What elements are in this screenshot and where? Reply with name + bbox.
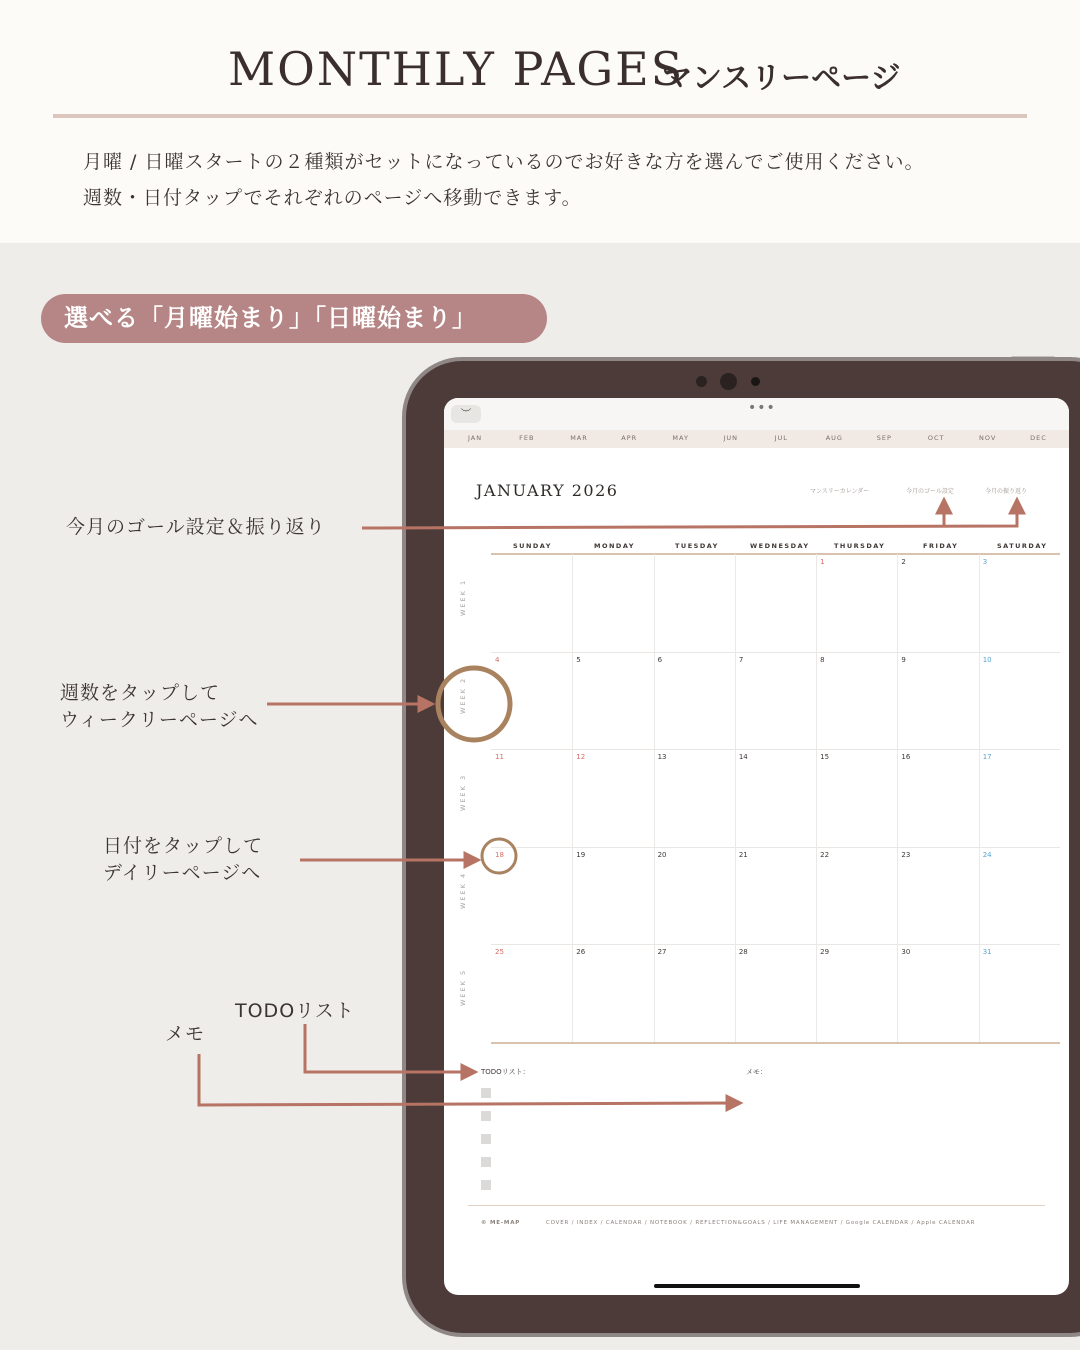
link-reflection[interactable]: 今月の振り返り xyxy=(985,488,1028,495)
title-divider xyxy=(53,114,1027,118)
month-tab-jun[interactable]: JUN xyxy=(723,434,739,442)
annotation-week-line1: 週数をタップして xyxy=(60,682,221,704)
column-divider xyxy=(572,554,573,1042)
annotation-todo: TODOリスト xyxy=(235,1000,355,1022)
flash-icon xyxy=(751,377,760,386)
month-tab-jan[interactable]: JAN xyxy=(468,434,483,442)
month-tab-may[interactable]: MAY xyxy=(672,434,689,442)
link-goal-setting[interactable]: 今月のゴール設定 xyxy=(906,488,954,495)
day-header-friday: FRIDAY xyxy=(923,542,959,550)
month-tab-mar[interactable]: MAR xyxy=(570,434,588,442)
month-tab-feb[interactable]: FEB xyxy=(519,434,535,442)
column-divider xyxy=(897,554,898,1042)
date-cell-12[interactable]: 12 xyxy=(576,753,586,762)
date-cell-16[interactable]: 16 xyxy=(901,753,911,762)
more-dots-icon[interactable]: ••• xyxy=(748,400,776,416)
date-cell-29[interactable]: 29 xyxy=(820,948,830,957)
row-divider xyxy=(491,749,1060,750)
date-cell-26[interactable]: 26 xyxy=(576,948,586,957)
date-cell-14[interactable]: 14 xyxy=(738,753,748,762)
link-monthly-calendar[interactable]: マンスリーカレンダー xyxy=(810,488,870,495)
date-cell-5[interactable]: 5 xyxy=(576,655,581,664)
week-link-3[interactable]: WEEK 3 xyxy=(459,774,467,812)
date-cell-8[interactable]: 8 xyxy=(820,655,825,664)
todo-label: TODOリスト： xyxy=(481,1068,530,1076)
date-cell-4[interactable]: 4 xyxy=(495,655,500,664)
annotation-date-line1: 日付をタップして xyxy=(103,835,264,857)
date-cell-9[interactable]: 9 xyxy=(901,655,906,664)
date-cell-24[interactable]: 24 xyxy=(982,850,992,859)
row-divider xyxy=(491,652,1060,653)
day-header-thursday: THURSDAY xyxy=(834,542,886,550)
month-tab-dec[interactable]: DEC xyxy=(1030,434,1047,442)
date-cell-17[interactable]: 17 xyxy=(982,753,992,762)
date-cell-22[interactable]: 22 xyxy=(820,850,830,859)
todo-checkbox[interactable] xyxy=(481,1157,491,1167)
month-tab-strip xyxy=(444,430,1069,448)
page-title-ja: マンスリーページ xyxy=(662,61,901,96)
date-cell-11[interactable]: 11 xyxy=(495,753,504,762)
date-cell-6[interactable]: 6 xyxy=(657,655,663,664)
date-cell-1[interactable]: 1 xyxy=(820,558,825,566)
annotation-memo: メモ xyxy=(165,1023,206,1045)
column-divider xyxy=(979,554,980,1042)
month-tab-apr[interactable]: APR xyxy=(621,434,638,442)
row-divider xyxy=(491,847,1060,848)
footer-nav: COVER / INDEX / CALENDAR / NOTEBOOK / REFLECTION&GOALS / LIFE MANAGEMENT / Google CALENDAR / Apple CALENDAR xyxy=(546,1220,976,1226)
week-link-1[interactable]: WEEK 1 xyxy=(459,578,467,616)
date-cell-21[interactable]: 21 xyxy=(738,850,748,859)
column-divider xyxy=(654,554,655,1042)
home-indicator[interactable] xyxy=(654,1284,860,1288)
feature-pill: 選べる「月曜始まり」「日曜始まり」 xyxy=(41,294,547,343)
todo-checkbox[interactable] xyxy=(481,1111,491,1121)
week-link-5[interactable]: WEEK 5 xyxy=(459,969,467,1007)
month-tab-nov[interactable]: NOV xyxy=(979,434,997,442)
tablet-screen xyxy=(444,398,1069,1295)
collapse-chevron-icon[interactable]: ︶ xyxy=(451,405,481,423)
month-tab-sep[interactable]: SEP xyxy=(876,434,892,442)
date-cell-25[interactable]: 25 xyxy=(495,948,504,957)
calendar-title: JANUARY 2026 xyxy=(476,481,619,500)
week-link-2[interactable]: WEEK 2 xyxy=(459,676,467,714)
date-cell-10[interactable]: 10 xyxy=(982,655,992,664)
todo-checkbox[interactable] xyxy=(481,1180,491,1190)
day-header-wednesday: WEDNESDAY xyxy=(750,542,810,550)
day-header-saturday: SATURDAY xyxy=(997,542,1048,550)
date-cell-13[interactable]: 13 xyxy=(657,753,667,762)
row-divider xyxy=(491,1042,1060,1044)
date-cell-30[interactable]: 30 xyxy=(901,948,911,957)
app-toolbar xyxy=(444,398,1069,430)
header-section xyxy=(0,0,1080,243)
description-line-1: 月曜 / 日曜スタートの２種類がセットになっているのでお好きな方を選んでご使用ください。 xyxy=(83,151,925,173)
date-cell-23[interactable]: 23 xyxy=(901,850,911,859)
column-divider xyxy=(735,554,736,1042)
date-cell-19[interactable]: 19 xyxy=(576,850,586,859)
memo-label: メモ： xyxy=(746,1068,767,1076)
annotation-week-line2: ウィークリーページへ xyxy=(60,709,259,731)
week-link-4[interactable]: WEEK 4 xyxy=(459,871,467,909)
column-divider xyxy=(816,554,817,1042)
date-cell-15[interactable]: 15 xyxy=(820,753,830,762)
camera-icon xyxy=(720,373,737,390)
annotation-goal: 今月のゴール設定＆振り返り xyxy=(66,516,326,538)
date-cell-2[interactable]: 2 xyxy=(901,558,906,566)
sensor-icon xyxy=(696,376,707,387)
day-header-tuesday: TUESDAY xyxy=(675,542,719,550)
month-tab-aug[interactable]: AUG xyxy=(825,434,843,442)
month-tab-jul[interactable]: JUL xyxy=(774,434,788,442)
todo-checkbox[interactable] xyxy=(481,1134,491,1144)
date-cell-27[interactable]: 27 xyxy=(657,948,667,957)
date-cell-7[interactable]: 7 xyxy=(738,655,744,664)
day-header-monday: MONDAY xyxy=(594,542,635,550)
date-cell-20[interactable]: 20 xyxy=(657,850,667,859)
description-line-2: 週数・日付タップでそれぞれのページへ移動できます。 xyxy=(83,187,582,209)
todo-checkbox[interactable] xyxy=(481,1088,491,1098)
date-cell-28[interactable]: 28 xyxy=(738,948,748,957)
copyright: © ME-MAP xyxy=(481,1220,521,1226)
day-header-underline xyxy=(491,553,1060,555)
month-tab-oct[interactable]: OCT xyxy=(927,434,945,442)
date-cell-3[interactable]: 3 xyxy=(982,558,988,566)
date-cell-31[interactable]: 31 xyxy=(982,948,992,957)
date-cell-18[interactable]: 18 xyxy=(495,850,504,859)
footer-divider xyxy=(468,1205,1045,1206)
row-divider xyxy=(491,944,1060,945)
day-header-sunday: SUNDAY xyxy=(513,542,552,550)
page-title-en: MONTHLY PAGES xyxy=(228,42,685,96)
annotation-date-line2: デイリーページへ xyxy=(103,862,262,884)
